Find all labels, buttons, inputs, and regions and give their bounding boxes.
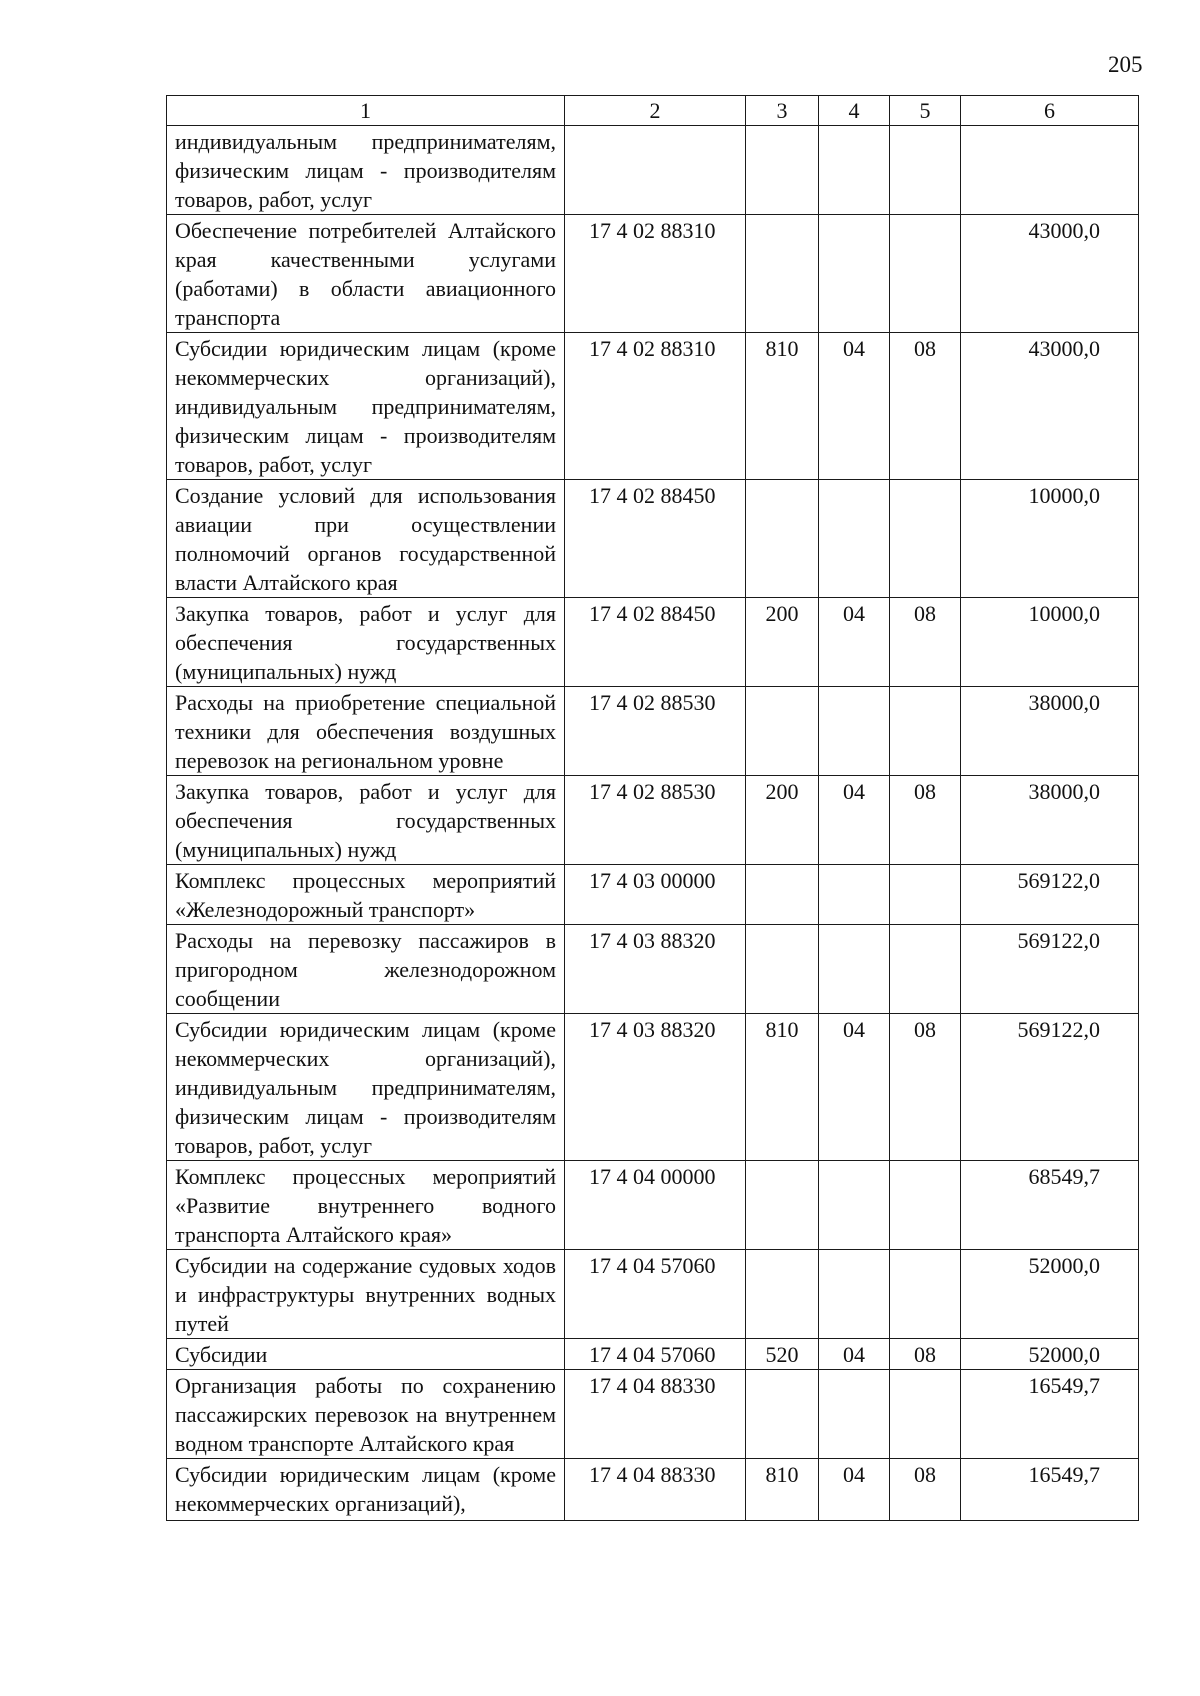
item-name-cell: Субсидии [167,1339,565,1370]
subsection-code-cell [890,925,961,1014]
table-row [167,126,1139,215]
amount-cell: 16549,7 [961,1459,1139,1521]
item-name-cell: индивидуальным предпринимателям, физическим лицам - производителям товаров, работ, услуг [167,126,565,215]
item-name-cell: Субсидии юридическим лицам (кроме некоммерческих организаций), индивидуальным предпринимателям, физическим лицам - производителям товаров, работ, услуг [167,333,565,480]
section-code-cell [819,1250,890,1339]
expense-type-cell: 810 [746,1459,819,1521]
item-name-cell: Субсидии юридическим лицам (кроме некоммерческих организаций), [167,1459,565,1521]
section-code-cell: 04 [819,1339,890,1370]
table-row [167,865,1139,925]
amount-cell: 68549,7 [961,1161,1139,1250]
target-code-cell: 17 4 02 88530 [565,687,746,776]
target-code-cell: 17 4 03 88320 [565,1014,746,1161]
expense-type-cell [746,1161,819,1250]
subsection-code-cell [890,480,961,598]
expense-type-cell [746,126,819,215]
amount-cell: 52000,0 [961,1339,1139,1370]
target-code-cell: 17 4 03 00000 [565,865,746,925]
expense-type-cell: 810 [746,333,819,480]
section-code-cell [819,480,890,598]
table-row [167,1161,1139,1250]
section-code-cell [819,687,890,776]
column-header: 1 [167,96,565,126]
expense-type-cell [746,1250,819,1339]
column-header: 5 [890,96,961,126]
section-code-cell: 04 [819,1459,890,1521]
target-code-cell: 17 4 04 88330 [565,1370,746,1459]
section-code-cell: 04 [819,776,890,865]
table-row [167,1014,1139,1161]
amount-cell: 569122,0 [961,1014,1139,1161]
table-row [167,1370,1139,1459]
column-header: 3 [746,96,819,126]
section-code-cell: 04 [819,598,890,687]
table-row [167,1250,1139,1339]
subsection-code-cell [890,865,961,925]
section-code-cell [819,865,890,925]
target-code-cell: 17 4 04 57060 [565,1339,746,1370]
subsection-code-cell [890,1250,961,1339]
subsection-code-cell [890,1161,961,1250]
header-row [167,96,1139,126]
column-header: 6 [961,96,1139,126]
amount-cell: 16549,7 [961,1370,1139,1459]
subsection-code-cell [890,687,961,776]
expense-type-cell [746,687,819,776]
expense-type-cell: 810 [746,1014,819,1161]
subsection-code-cell [890,1370,961,1459]
expense-type-cell [746,480,819,598]
target-code-cell: 17 4 02 88310 [565,215,746,333]
amount-cell: 569122,0 [961,865,1139,925]
amount-cell: 43000,0 [961,333,1139,480]
section-code-cell [819,126,890,215]
expense-type-cell [746,1370,819,1459]
expense-type-cell [746,925,819,1014]
subsection-code-cell [890,126,961,215]
expense-type-cell: 200 [746,776,819,865]
subsection-code-cell: 08 [890,776,961,865]
table-row [167,333,1139,480]
amount-cell: 569122,0 [961,925,1139,1014]
amount-cell: 10000,0 [961,598,1139,687]
table-row [167,776,1139,865]
item-name-cell: Закупка товаров, работ и услуг для обеспечения государственных (муниципальных) нужд [167,598,565,687]
subsection-code-cell [890,215,961,333]
target-code-cell: 17 4 02 88450 [565,598,746,687]
subsection-code-cell: 08 [890,1459,961,1521]
item-name-cell: Закупка товаров, работ и услуг для обеспечения государственных (муниципальных) нужд [167,776,565,865]
target-code-cell [565,126,746,215]
amount-cell: 43000,0 [961,215,1139,333]
item-name-cell: Обеспечение потребителей Алтайского края качественными услугами (работами) в области авиационного транспорта [167,215,565,333]
expense-type-cell: 520 [746,1339,819,1370]
table-row [167,1339,1139,1370]
subsection-code-cell: 08 [890,1014,961,1161]
section-code-cell [819,1370,890,1459]
subsection-code-cell: 08 [890,333,961,480]
table-row [167,215,1139,333]
amount-cell: 52000,0 [961,1250,1139,1339]
amount-cell: 38000,0 [961,776,1139,865]
target-code-cell: 17 4 04 00000 [565,1161,746,1250]
item-name-cell: Субсидии юридическим лицам (кроме некоммерческих организаций), индивидуальным предпринимателям, физическим лицам - производителям товаров, работ, услуг [167,1014,565,1161]
table-row [167,687,1139,776]
item-name-cell: Субсидии на содержание судовых ходов и инфраструктуры внутренних водных путей [167,1250,565,1339]
expense-type-cell: 200 [746,598,819,687]
section-code-cell [819,925,890,1014]
section-code-cell [819,215,890,333]
expense-type-cell [746,865,819,925]
target-code-cell: 17 4 03 88320 [565,925,746,1014]
target-code-cell: 17 4 02 88310 [565,333,746,480]
subsection-code-cell: 08 [890,598,961,687]
table-row [167,1459,1139,1521]
column-header: 4 [819,96,890,126]
page-number: 205 [1108,52,1143,77]
target-code-cell: 17 4 04 57060 [565,1250,746,1339]
item-name-cell: Организация работы по сохранению пассажирских перевозок на внутреннем водном транспорте Алтайского края [167,1370,565,1459]
amount-cell: 10000,0 [961,480,1139,598]
table-row [167,925,1139,1014]
table-row [167,480,1139,598]
subsection-code-cell: 08 [890,1339,961,1370]
section-code-cell: 04 [819,333,890,480]
table-row [167,598,1139,687]
column-header: 2 [565,96,746,126]
target-code-cell: 17 4 04 88330 [565,1459,746,1521]
amount-cell [961,126,1139,215]
item-name-cell: Комплекс процессных мероприятий «Железнодорожный транспорт» [167,865,565,925]
target-code-cell: 17 4 02 88450 [565,480,746,598]
amount-cell: 38000,0 [961,687,1139,776]
expense-type-cell [746,215,819,333]
section-code-cell [819,1161,890,1250]
item-name-cell: Расходы на приобретение специальной техники для обеспечения воздушных перевозок на региональном уровне [167,687,565,776]
item-name-cell: Создание условий для использования авиации при осуществлении полномочий органов государственной власти Алтайского края [167,480,565,598]
target-code-cell: 17 4 02 88530 [565,776,746,865]
budget-table [166,95,1139,1521]
section-code-cell: 04 [819,1014,890,1161]
item-name-cell: Комплекс процессных мероприятий «Развитие внутреннего водного транспорта Алтайского края» [167,1161,565,1250]
item-name-cell: Расходы на перевозку пассажиров в пригородном железнодорожном сообщении [167,925,565,1014]
table-body [167,126,1139,1521]
